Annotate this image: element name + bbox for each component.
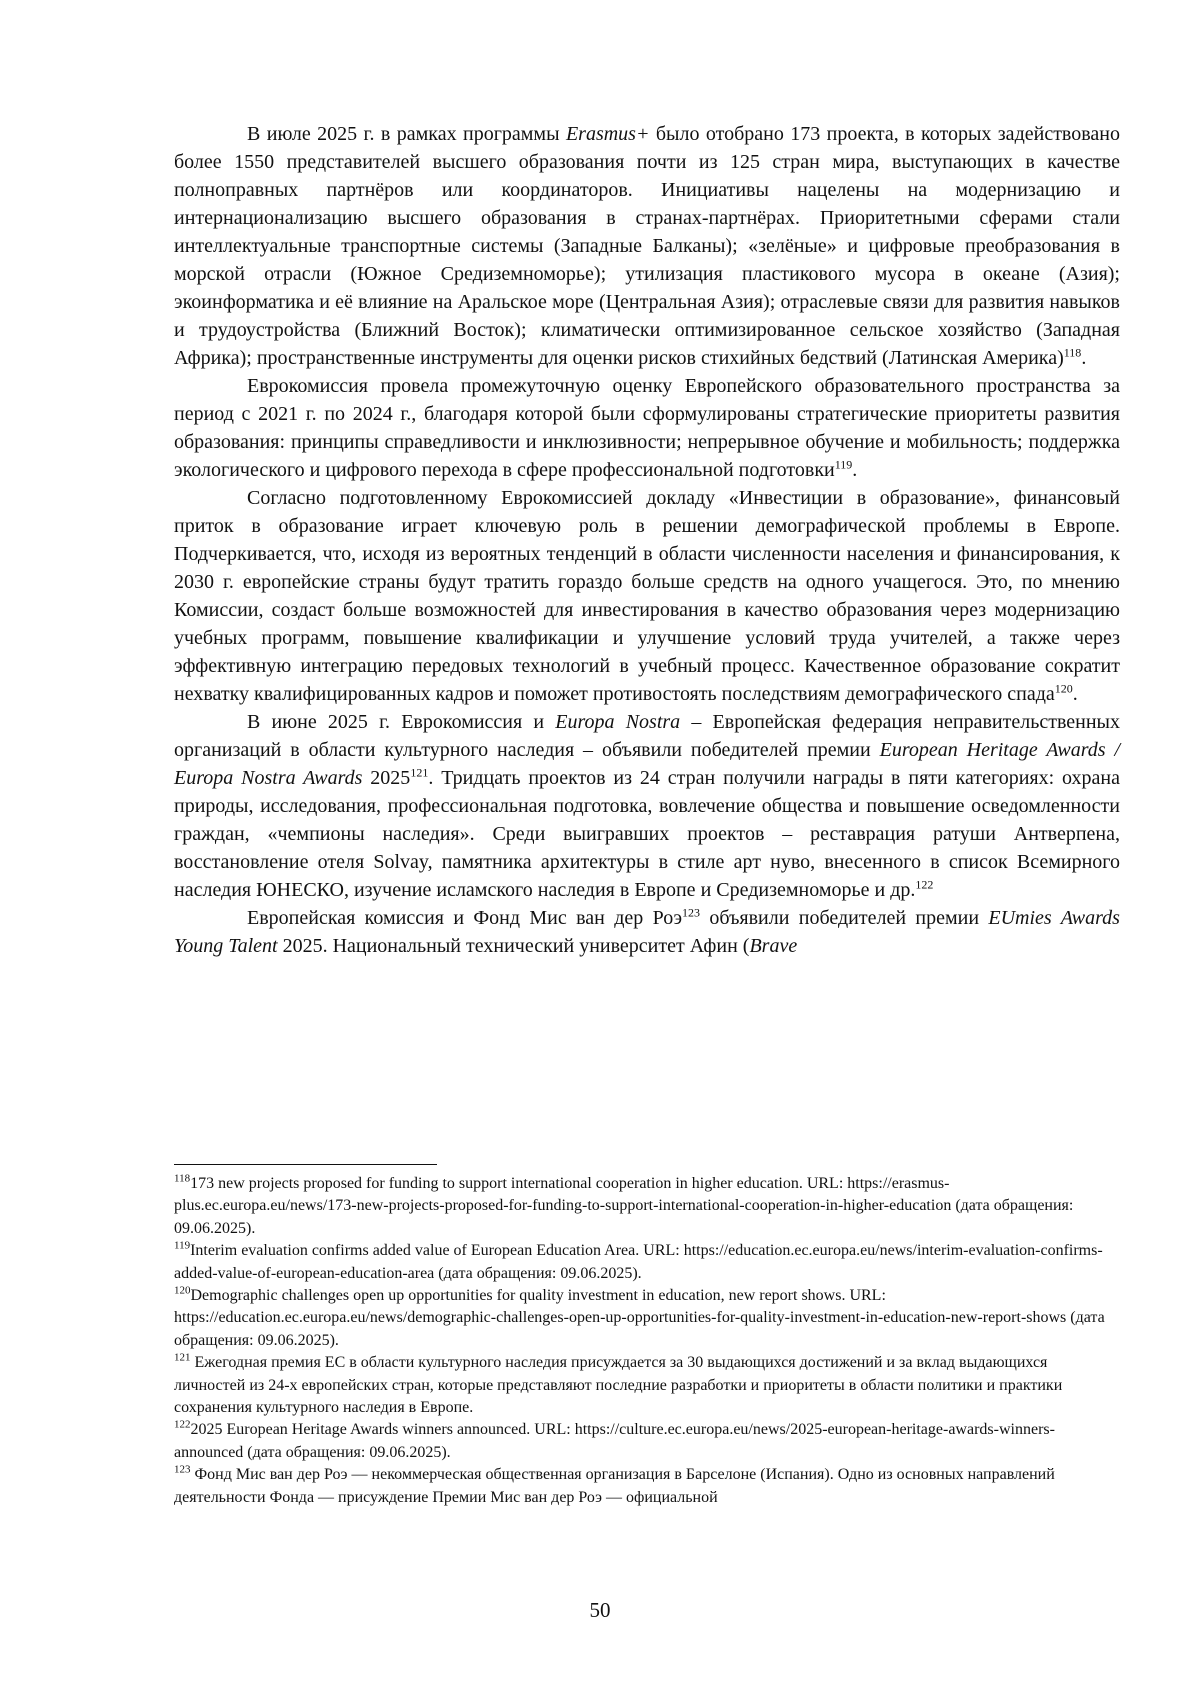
footnote-text: 2025 European Heritage Awards winners announced. URL: https://culture.ec.europa.eu/news/2025-european-heritage-awards-winners-announced (дата обращения: 09.06.2025). <box>174 1421 1055 1461</box>
text-run: . <box>852 459 858 481</box>
paragraph <box>174 708 1120 904</box>
text-run: объявили победителей премии <box>700 907 989 929</box>
text-run: Еврокомиссия провела промежуточную оценку Европейского образовательного пространства за период с 2021 г. по 2024 г., благодаря которой были сформулированы стратегические приоритеты развития образования: принципы справедливости и инклюзивности; непрерывное обучение и мобильность; поддержка экологического и цифрового перехода в сфере профессиональной подготовки <box>174 375 1120 481</box>
footnote-text: Фонд Мис ван дер Роэ — некоммерческая общественная организация в Барселоне (Испания). Одно из основных направлений деятельности Фонда — присуждение Премии Мис ван дер Роэ — официальной <box>174 1466 1055 1506</box>
main-text <box>174 120 1120 960</box>
footnote-number: 123 <box>174 1463 191 1476</box>
footnote-ref: 120 <box>1054 681 1073 696</box>
footnote-number: 121 <box>174 1351 191 1364</box>
footnote <box>174 1464 1120 1509</box>
footnote-number: 119 <box>174 1239 191 1252</box>
italic-text: Erasmus+ <box>565 123 650 145</box>
footnote <box>174 1240 1120 1285</box>
text-run: . <box>1081 347 1087 369</box>
footnote-ref: 123 <box>682 905 701 920</box>
text-run: В июне 2025 г. Еврокомиссия и <box>247 711 556 733</box>
text-run: 2025 <box>362 767 411 789</box>
footnote <box>174 1173 1120 1240</box>
text-run: . <box>1072 683 1078 705</box>
footnote-ref: 118 <box>1063 345 1082 360</box>
paragraph <box>174 484 1120 708</box>
footnote-number: 122 <box>174 1419 191 1432</box>
italic-text: Europa Nostra <box>555 711 681 733</box>
paragraph <box>174 904 1120 960</box>
text-run: Европейская комиссия и Фонд Мис ван дер Роэ <box>247 907 683 929</box>
paragraph <box>174 372 1120 484</box>
paragraph <box>174 120 1120 372</box>
italic-text: EUmies Awards Young Talent <box>174 907 1120 957</box>
footnote-ref: 121 <box>410 765 429 780</box>
text-run: Согласно подготовленному Еврокомиссией докладу «Инвестиции в образование», финансовый приток в образование играет ключевую роль в решении демографической проблемы в Европе. Подчеркивается, что, исходя из вероятных тенденций в области численности населения и финансирования, к 2030 г. европейские страны будут тратить гораздо больше средств на одного учащегося. Это, по мнению Комиссии, создаст больше возможностей для инвестирования в качество образования через модернизацию учебных программ, повышение квалификации и улучшение условий труда учителей, а также через эффективную интеграцию передовых технологий в учебный процесс. Качественное образование сократит нехватку квалифицированных кадров и поможет противостоять последствиям демографического спада <box>174 487 1120 705</box>
text-run: было отобрано 173 проекта, в которых задействовано более 1550 представителей высшего образования почти из 125 стран мира, выступающих в качестве полноправных партнёров или координаторов. Инициативы нацелены на модернизацию и интернационализацию высшего образования в странах-партнёрах. Приоритетными сферами стали интеллектуальные транспортные системы (Западные Балканы); «зелёные» и цифровые преобразования в морской отрасли (Южное Средиземноморье); утилизация пластикового мусора в океане (Азия); экоинформатика и её влияние на Аральское море (Центральная Азия); отраслевые связи для развития навыков и трудоустройства (Ближний Восток); климатически оптимизированное сельское хозяйство (Западная Африка); пространственные инструменты для оценки рисков стихийных бедствий (Латинская Америка) <box>174 123 1121 369</box>
page-number: 50 <box>589 1598 611 1622</box>
italic-text: Brave <box>749 935 798 957</box>
footnote-ref: 122 <box>915 877 934 892</box>
footnote-ref: 119 <box>834 457 853 472</box>
footnote-number: 118 <box>174 1172 191 1185</box>
text-run: 2025. Национальный технический университет Афин ( <box>277 935 750 957</box>
text-run: В июле 2025 г. в рамках программы <box>247 123 566 145</box>
text-run: . Тридцать проектов из 24 стран получили награды в пяти категориях: охрана природы, исследования, профессиональная подготовка, вовлечение общества и повышение осведомленности граждан, «чемпионы наследия». Среди выигравших проектов – реставрация ратуши Антверпена, восстановление отеля Solvay, памятника архитектуры в стиле арт нуво, внесенного в список Всемирного наследия ЮНЕСКО, изучение исламского наследия в Европе и Средиземноморье и др. <box>174 767 1121 901</box>
footnote-number: 120 <box>174 1284 191 1297</box>
footnote-divider <box>174 1164 437 1165</box>
text-run: – Европейская федерация неправительственных организаций в области культурного наследия – объявили победителей премии <box>174 711 1120 761</box>
footnotes <box>174 1173 1120 1509</box>
footnote-text: Interim evaluation confirms added value of European Education Area. URL: https://education.ec.europa.eu/news/interim-evaluation-confirms-added-value-of-european-education-area (дата обращения: 09.06.2025). <box>174 1242 1103 1282</box>
footnote <box>174 1352 1120 1419</box>
footnote <box>174 1419 1120 1464</box>
italic-text: European Heritage Awards / Europa Nostra Awards <box>174 739 1120 789</box>
footnote <box>174 1285 1120 1352</box>
footnote-text: 173 new projects proposed for funding to support international cooperation in higher education. URL: https://erasmus-plus.ec.europa.eu/news/173-new-projects-proposed-for-funding-to-support-international-cooperation-in-higher-education (дата обращения: 09.06.2025). <box>174 1175 1074 1237</box>
footnote-text: Ежегодная премия ЕС в области культурного наследия присуждается за 30 выдающихся достижений и за вклад выдающихся личностей из 24-х европейских стран, которые представляют последние разработки и приоритеты в области политики и практики сохранения культурного наследия в Европе. <box>174 1354 1063 1417</box>
footnote-text: Demographic challenges open up opportunities for quality investment in education, new report shows. URL: https://education.ec.europa.eu/news/demographic-challenges-open-up-opportunities-for-quality-investment-in-education-new-report-shows (дата обращения: 09.06.2025). <box>174 1287 1105 1349</box>
